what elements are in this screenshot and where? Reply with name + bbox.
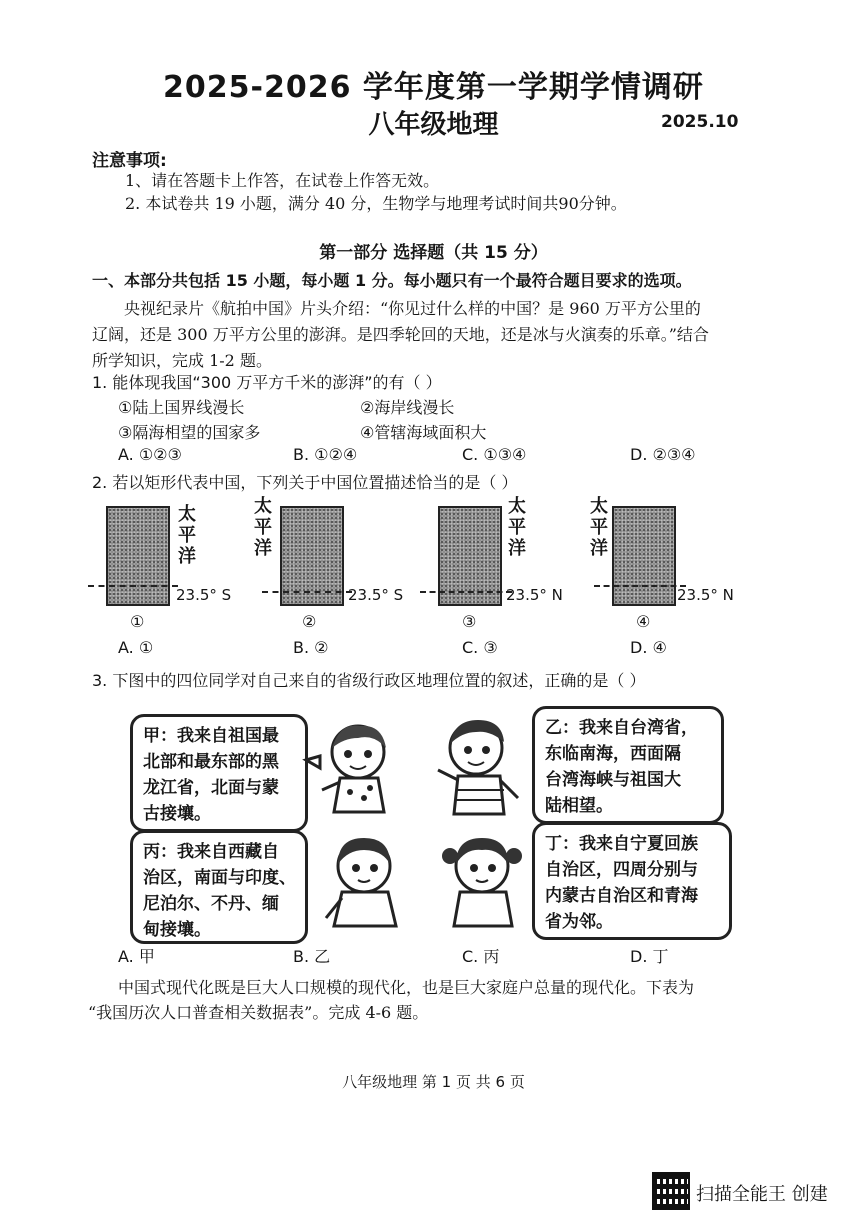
bubble-line: 陆相望。 bbox=[545, 796, 613, 816]
bubble-line: 龙江省，北面与蒙 bbox=[143, 778, 279, 798]
bubble-line: 北部和最东部的黑 bbox=[143, 752, 279, 772]
part1-heading: 第一部分 选择题（共 15 分） bbox=[319, 243, 548, 263]
speech-bubble-ding bbox=[532, 822, 732, 940]
exam-date: 2025.10 bbox=[661, 112, 739, 132]
q1-option-d: D. ②③④ bbox=[630, 445, 696, 464]
diagram-number: ① bbox=[130, 612, 145, 631]
q2-option-d: D. ④ bbox=[630, 638, 667, 657]
bubble-line: 古接壤。 bbox=[143, 804, 211, 824]
diagram-number: ③ bbox=[462, 612, 477, 631]
tropic-line bbox=[420, 591, 512, 593]
cartoon-boy-yi-icon bbox=[430, 710, 530, 820]
q1-stem: 1. 能体现我国“300 万平方千米的澎湃”的有（ ） bbox=[92, 373, 442, 392]
q1-option-c: C. ①③④ bbox=[462, 445, 527, 464]
q2-option-a: A. ① bbox=[118, 638, 154, 657]
pacific-ocean-label: 太平洋 bbox=[178, 504, 196, 567]
q3-option-c: C. 丙 bbox=[462, 947, 500, 966]
q2-option-c: C. ③ bbox=[462, 638, 498, 657]
passage2-line: “我国历次人口普查相关数据表”。完成 4-6 题。 bbox=[88, 1003, 429, 1022]
tropic-line bbox=[262, 591, 352, 593]
bubble-line: 丙：我来自西藏自 bbox=[143, 842, 279, 862]
exam-title: 2025-2026 学年度第一学期学情调研 bbox=[163, 70, 704, 105]
tropic-line bbox=[88, 585, 178, 587]
part1-instruction: 一、本部分共包括 15 小题，每小题 1 分。每小题只有一个最符合题目要求的选项。 bbox=[92, 271, 692, 290]
scanner-watermark: 扫描全能王 创建 bbox=[696, 1184, 828, 1205]
pacific-ocean-label: 太平洋 bbox=[590, 496, 608, 559]
notice-item: 2. 本试卷共 19 小题，满分 40 分，生物学与地理考试时间共90分钟。 bbox=[125, 194, 627, 213]
latitude-label: 23.5° S bbox=[176, 586, 232, 604]
q2-stem: 2. 若以矩形代表中国，下列关于中国位置描述恰当的是（ ） bbox=[92, 473, 518, 492]
tropic-line bbox=[594, 585, 686, 587]
passage1-line: 央视纪录片《航拍中国》片头介绍：“你见过什么样的中国？是 960 万平方公里的 bbox=[124, 299, 701, 318]
bubble-line: 尼泊尔、不丹、缅 bbox=[143, 894, 279, 914]
notice-item: 1、请在答题卡上作答，在试卷上作答无效。 bbox=[125, 171, 440, 190]
pacific-ocean-label: 太平洋 bbox=[254, 496, 272, 559]
cartoon-girl-jia-icon bbox=[300, 712, 410, 822]
bubble-line: 东临南海，西面隔 bbox=[545, 744, 681, 764]
bubble-line: 乙：我来自台湾省， bbox=[545, 718, 698, 738]
q1-option-a: A. ①②③ bbox=[118, 445, 182, 464]
q2-option-b: B. ② bbox=[293, 638, 329, 657]
exam-subtitle: 八年级地理 bbox=[368, 110, 499, 140]
bubble-line: 丁：我来自宁夏回族 bbox=[545, 834, 698, 854]
bubble-line: 治区，南面与印度、 bbox=[143, 868, 296, 888]
passage2-line: 中国式现代化既是巨大人口规模的现代化，也是巨大家庭户总量的现代化。下表为 bbox=[118, 978, 695, 997]
latitude-label: 23.5° N bbox=[677, 586, 734, 604]
diagram-number: ② bbox=[302, 612, 317, 631]
passage1-line: 辽阔，还是 300 万平方公里的澎湃。是四季轮回的天地，还是冰与火演奏的乐章。”结合 bbox=[92, 325, 709, 344]
bubble-line: 省为邻。 bbox=[545, 912, 613, 932]
speech-bubble-jia bbox=[130, 714, 308, 832]
speech-bubble-yi bbox=[532, 706, 724, 824]
bubble-line: 内蒙古自治区和青海 bbox=[545, 886, 698, 906]
q1-item: ①陆上国界线漫长 bbox=[118, 398, 245, 417]
bubble-line: 台湾海峡与祖国大 bbox=[545, 770, 681, 790]
notice-label: 注意事项: bbox=[92, 151, 167, 171]
cartoon-girl-ding-icon bbox=[432, 826, 532, 936]
q1-item: ②海岸线漫长 bbox=[360, 398, 455, 417]
latitude-label: 23.5° S bbox=[348, 586, 404, 604]
bubble-line: 自治区，四周分别与 bbox=[545, 860, 698, 880]
passage1-line: 所学知识，完成 1-2 题。 bbox=[92, 351, 272, 370]
page-footer: 八年级地理 第 1 页 共 6 页 bbox=[342, 1073, 525, 1091]
qr-code-icon bbox=[652, 1172, 690, 1210]
bubble-line: 甸接壤。 bbox=[143, 920, 211, 940]
latitude-label: 23.5° N bbox=[506, 586, 563, 604]
q1-option-b: B. ①②④ bbox=[293, 445, 358, 464]
speech-bubble-bing bbox=[130, 830, 308, 944]
q3-option-d: D. 丁 bbox=[630, 947, 669, 966]
cartoon-boy-bing-icon bbox=[312, 826, 412, 936]
bubble-line: 甲：我来自祖国最 bbox=[143, 726, 279, 746]
china-rectangle bbox=[612, 506, 676, 606]
q1-item: ④管辖海域面积大 bbox=[360, 423, 487, 442]
china-rectangle bbox=[106, 506, 170, 606]
q1-item: ③隔海相望的国家多 bbox=[118, 423, 261, 442]
diagram-number: ④ bbox=[636, 612, 651, 631]
q3-option-b: B. 乙 bbox=[293, 947, 331, 966]
q3-stem: 3. 下图中的四位同学对自己来自的省级行政区地理位置的叙述，正确的是（ ） bbox=[92, 671, 646, 690]
pacific-ocean-label: 太平洋 bbox=[508, 496, 526, 559]
q3-option-a: A. 甲 bbox=[118, 947, 155, 966]
